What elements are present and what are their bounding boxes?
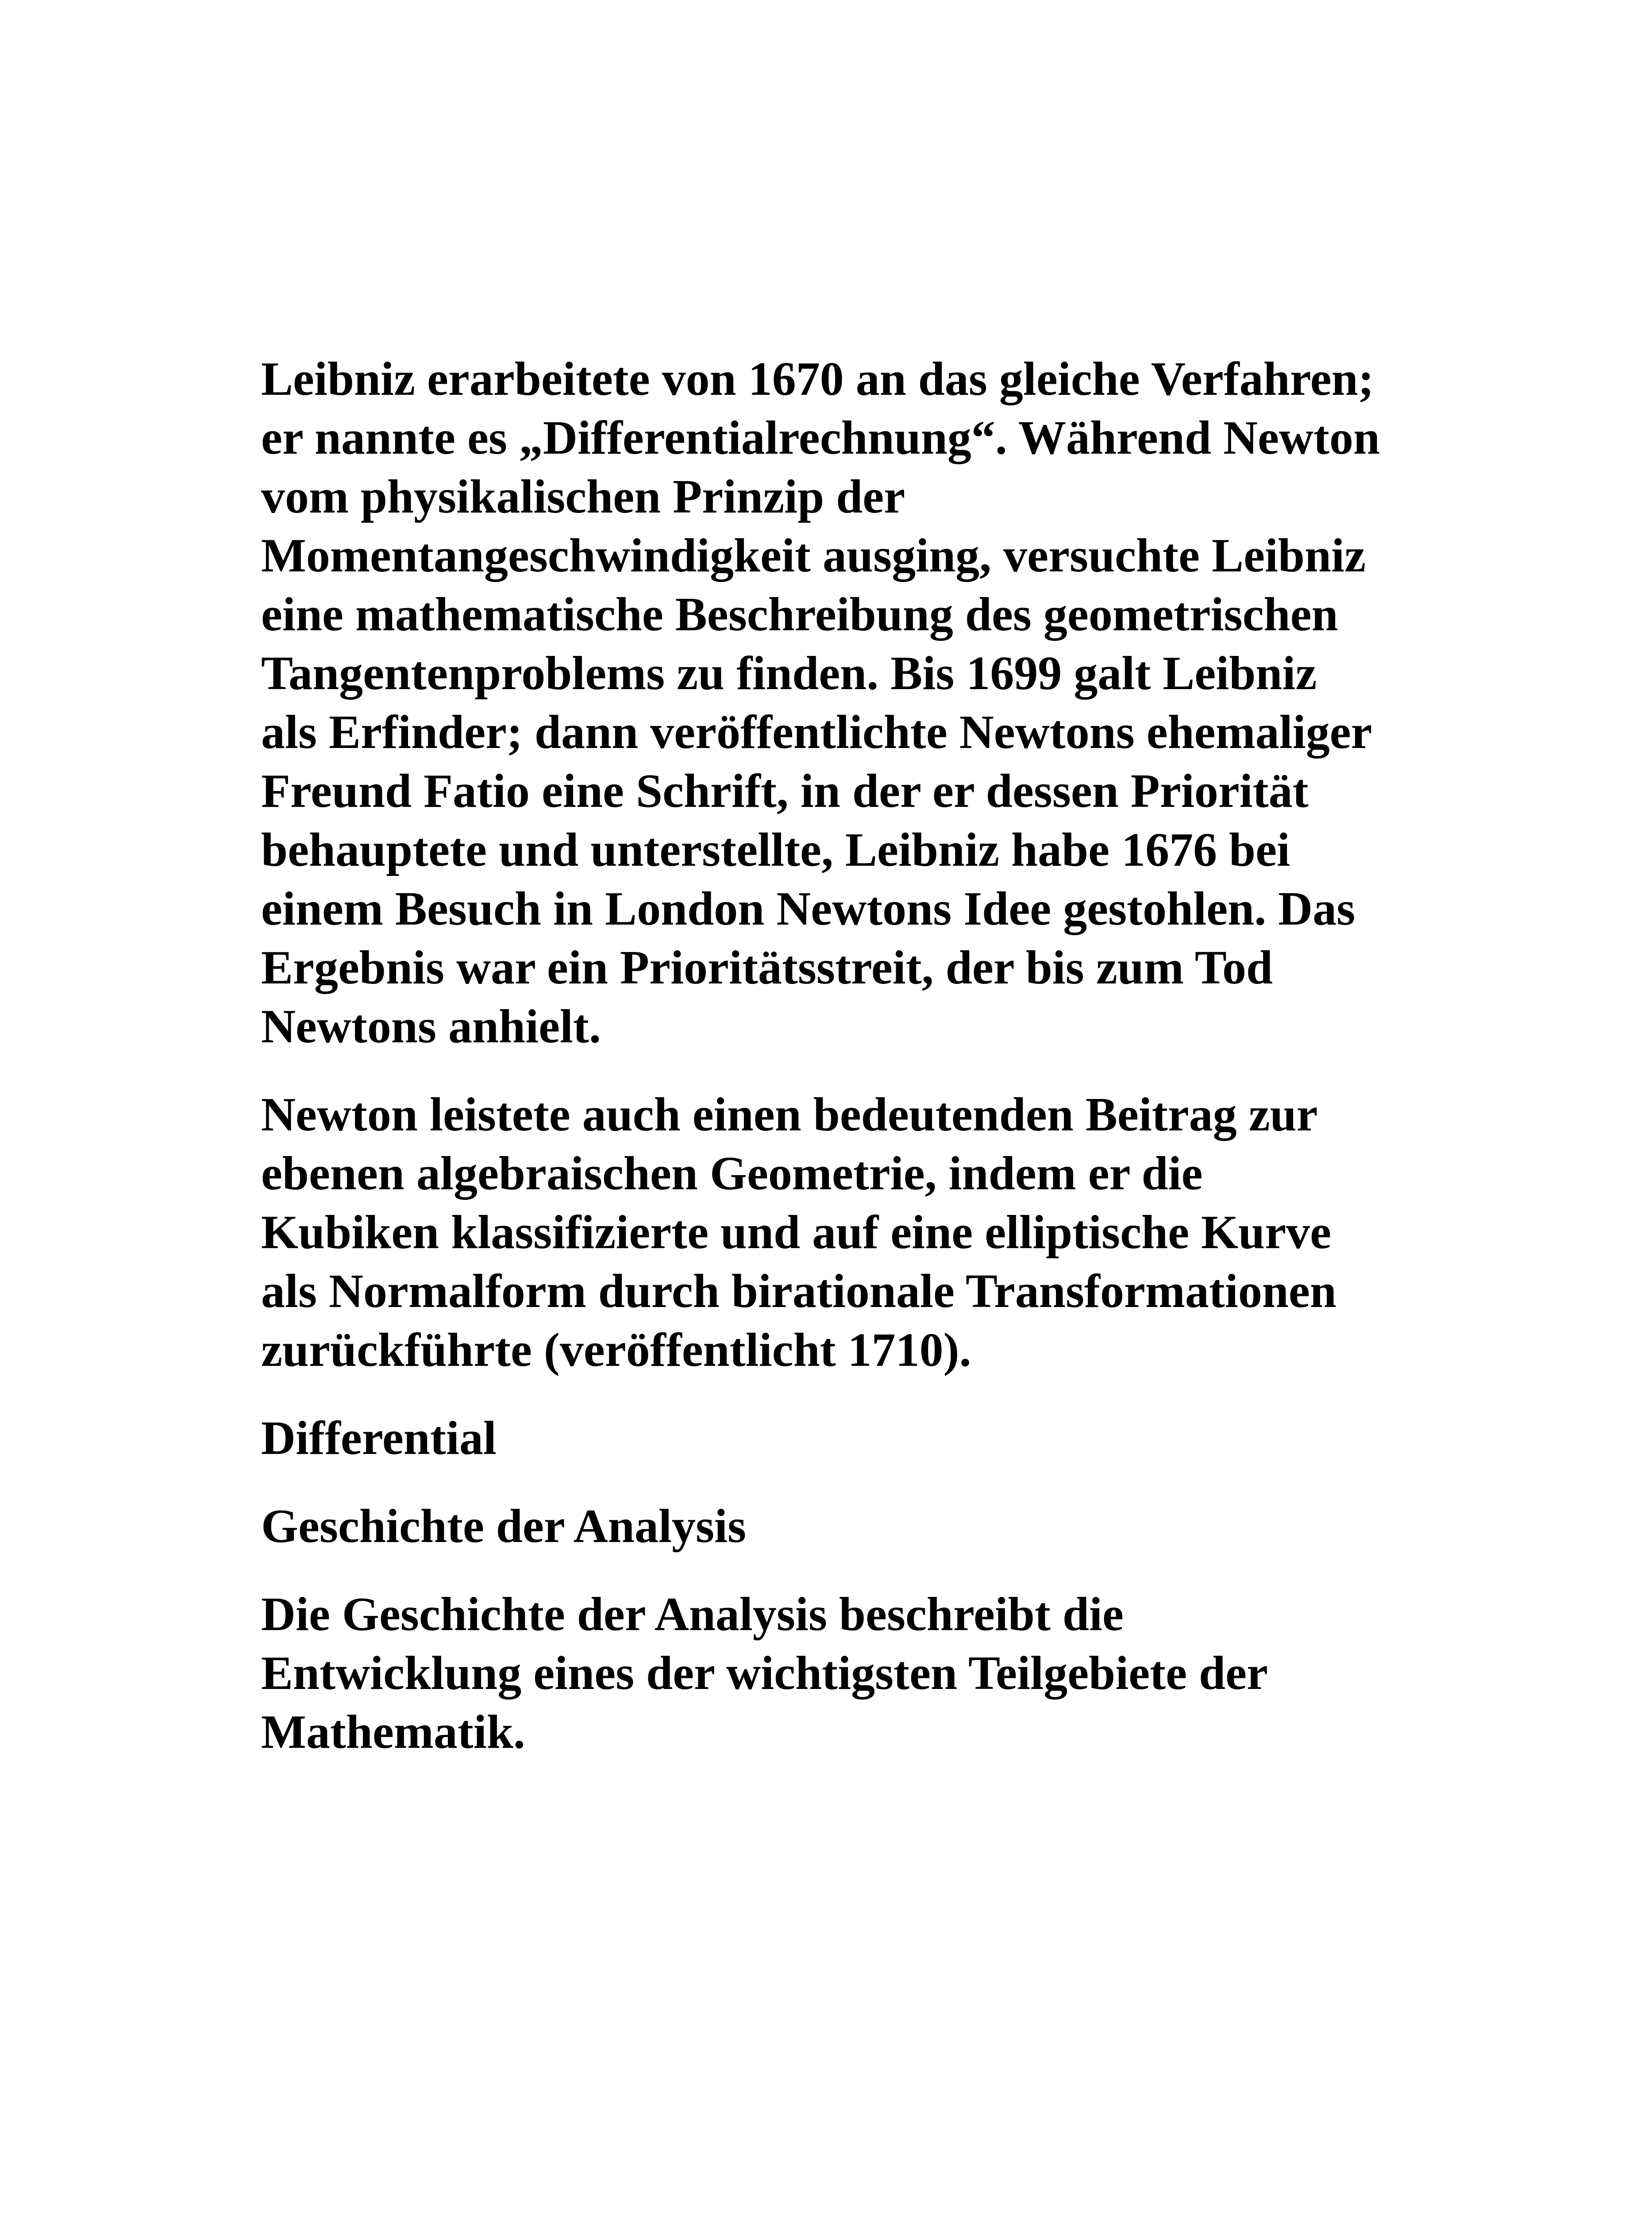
text-line: Newtons anhielt. [261, 1000, 601, 1053]
text-line: Kubiken klassifizierte und auf eine elliptische Kurve [261, 1206, 1332, 1259]
text-line: Tangentenproblems zu finden. Bis 1699 galt Leibniz [261, 647, 1317, 700]
text-line: Mathematik. [261, 1706, 525, 1758]
text-line: Differential [261, 1412, 497, 1465]
text-line: Ergebnis war ein Prioritätsstreit, der bis zum Tod [261, 941, 1273, 994]
text-line: als Erfinder; dann veröffentlichte Newtons ehemaliger [261, 706, 1372, 759]
paragraph-section-heading [261, 1497, 1456, 1556]
text-line: eine mathematische Beschreibung des geometrischen [261, 588, 1338, 641]
text-line: Geschichte der Analysis [261, 1500, 747, 1553]
text-line: Momentangeschwindigkeit ausging, versuchte Leibniz [261, 529, 1366, 582]
paragraph-differential [261, 1409, 1456, 1468]
document-body [261, 350, 1456, 1791]
text-line: er nannte es „Differentialrechnung“. Während Newton [261, 412, 1380, 464]
paragraph-analysis-intro [261, 1585, 1456, 1762]
text-line: Die Geschichte der Analysis beschreibt die [261, 1588, 1124, 1641]
text-line: Newton leistete auch einen bedeutenden Beitrag zur [261, 1088, 1318, 1141]
text-line: Leibniz erarbeitete von 1670 an das gleiche Verfahren; [261, 353, 1374, 405]
text-line: Entwicklung eines der wichtigsten Teilgebiete der [261, 1647, 1268, 1700]
text-line: ebenen algebraischen Geometrie, indem er die [261, 1147, 1203, 1200]
text-line: Freund Fatio eine Schrift, in der er dessen Priorität [261, 765, 1309, 817]
text-line: behauptete und unterstellte, Leibniz habe 1676 bei [261, 824, 1290, 876]
paragraph-newton-geometry [261, 1085, 1456, 1380]
text-line: als Normalform durch birationale Transformationen [261, 1265, 1336, 1318]
text-line: vom physikalischen Prinzip der [261, 470, 905, 523]
paragraph-leibniz-newton [261, 350, 1456, 1056]
text-line: zurückführte (veröffentlicht 1710). [261, 1324, 971, 1376]
text-line: einem Besuch in London Newtons Idee gestohlen. Das [261, 883, 1355, 935]
